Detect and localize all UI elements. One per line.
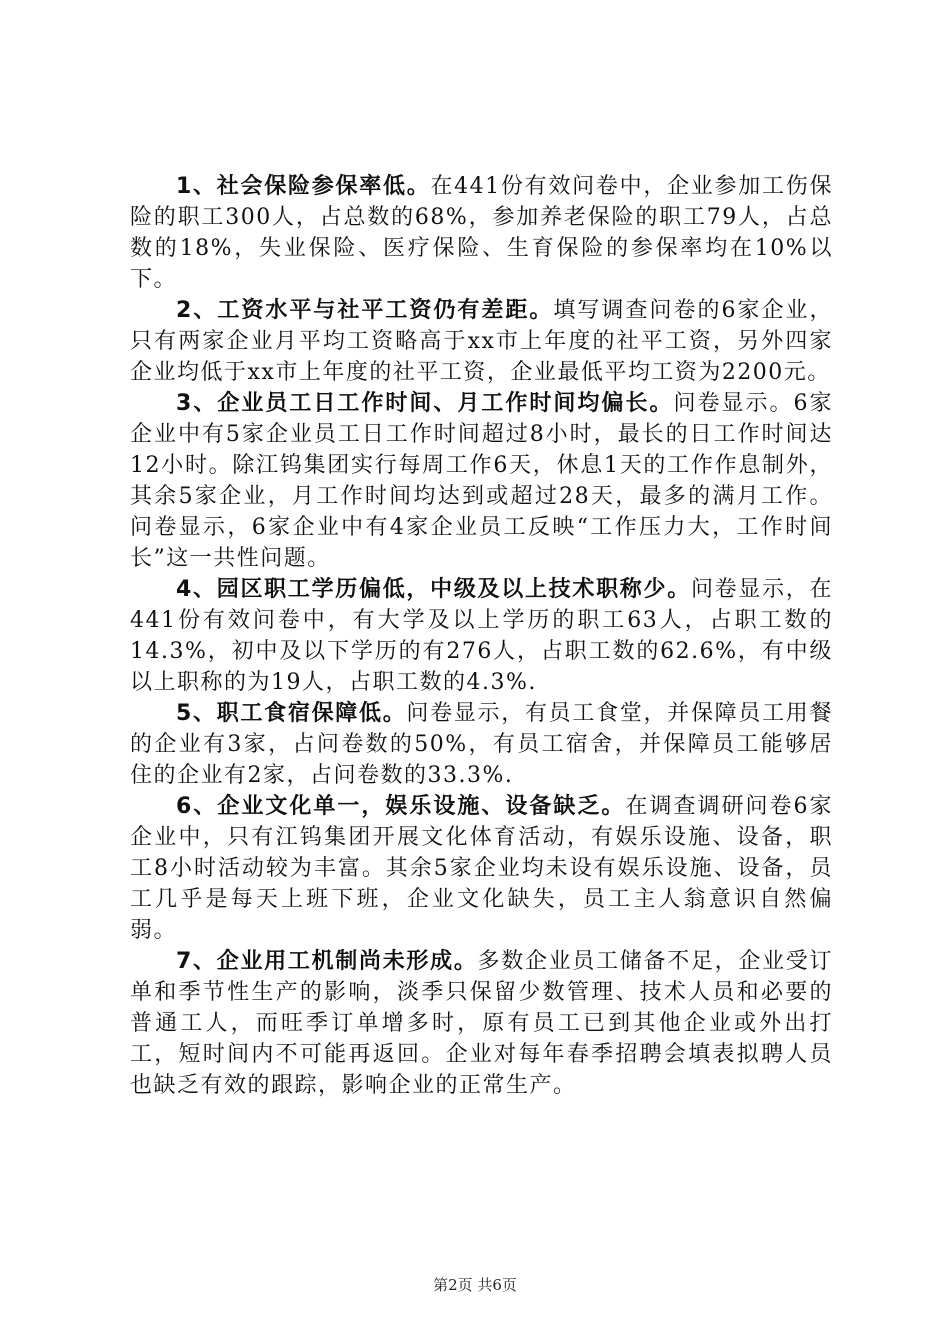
- paragraph-heading: 5、职工食宿保障低。: [176, 701, 407, 726]
- paragraph-text: 问卷显示，在441份有效问卷中，有大学及以上学历的职工63人，占职工数的14.3%，初中及以下学历的有276人，占职工数的62.6%，有中级以上职称的为19人，占职工数的4.3%.: [130, 577, 833, 695]
- paragraph-4: [130, 574, 833, 698]
- paragraph-2: [130, 295, 833, 388]
- paragraph-6: [130, 791, 833, 946]
- document-body: [130, 171, 833, 1101]
- paragraph-heading: 6、企业文化单一，娱乐设施、设备缺乏。: [176, 794, 626, 819]
- paragraph-heading: 1、社会保险参保率低。: [176, 174, 431, 199]
- paragraph-heading: 2、工资水平与社平工资仍有差距。: [176, 298, 554, 323]
- paragraph-text: 填写调查问卷的6家企业，只有两家企业月平均工资略高于xx市上年度的社平工资，另外四家企业均低于xx市上年度的社平工资，企业最低平均工资为2200元。: [130, 298, 833, 385]
- paragraph-7: [130, 946, 833, 1101]
- paragraph-text: 问卷显示。6家企业中有5家企业员工日工作时间超过8小时，最长的日工作时间达12小时。除江钨集团实行每周工作6天，休息1天的工作作息制外，其余5家企业，月工作时间均达到或超过28天，最多的满月工作。问卷显示，6家企业中有4家企业员工反映“工作压力大，工作时间长”这一共性问题。: [130, 391, 834, 571]
- paragraph-1: [130, 171, 833, 295]
- paragraph-text: 在调查调研问卷6家企业中，只有江钨集团开展文化体育活动，有娱乐设施、设备，职工8小时活动较为丰富。其余5家企业均未设有娱乐设施、设备，员工几乎是每天上班下班，企业文化缺失，员工主人翁意识自然偏弱。: [130, 794, 834, 943]
- paragraph-text: 多数企业员工储备不足，企业受订单和季节性生产的影响，淡季只保留少数管理、技术人员和必要的普通工人，而旺季订单增多时，原有员工已到其他企业或外出打工，短时间内不可能再返回。企业对每年春季招聘会填表拟聘人员也缺乏有效的跟踪，影响企业的正常生产。: [130, 949, 833, 1098]
- page-number-footer: 第2页 共6页: [433, 1276, 517, 1294]
- paragraph-text: 在441份有效问卷中，企业参加工伤保险的职工300人，占总数的68%，参加养老保险的职工79人，占总数的18%，失业保险、医疗保险、生育保险的参保率均在10%以下。: [130, 174, 833, 292]
- paragraph-5: [130, 698, 833, 791]
- paragraph-text: 问卷显示，有员工食堂，并保障员工用餐的企业有3家，占问卷数的50%，有员工宿舍，并保障员工能够居住的企业有2家，占问卷数的33.3%.: [130, 701, 833, 788]
- paragraph-heading: 4、园区职工学历偏低，中级及以上技术职称少。: [176, 577, 691, 602]
- paragraph-3: [130, 388, 833, 574]
- paragraph-heading: 7、企业用工机制尚未形成。: [176, 949, 478, 974]
- paragraph-heading: 3、企业员工日工作时间、月工作时间均偏长。: [176, 391, 674, 416]
